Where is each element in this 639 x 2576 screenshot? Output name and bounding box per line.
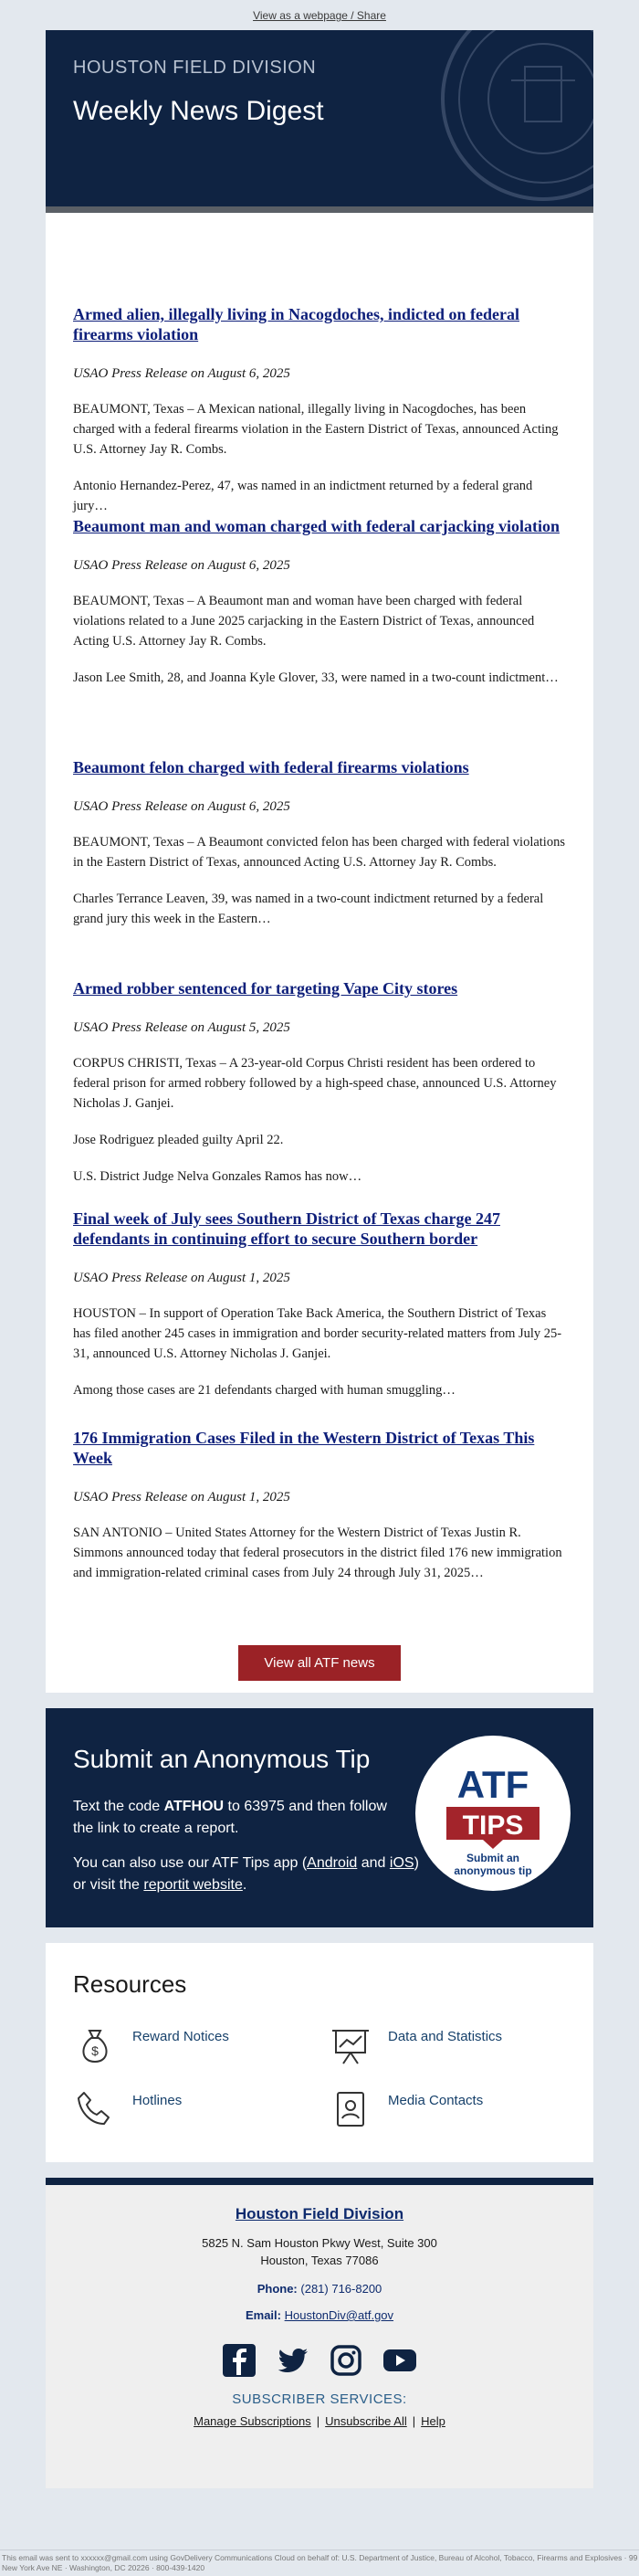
logo-sub-text: anonymous tip — [454, 1864, 532, 1877]
ios-link[interactable]: iOS — [389, 1855, 414, 1871]
article-title-link[interactable]: Armed alien, illegally living in Nacogdoches, indicted on federal firearms violation — [73, 305, 519, 343]
footer-address — [46, 2234, 593, 2269]
article-source: USAO Press Release on August 1, 2025 — [73, 1490, 290, 1504]
tip-code: ATFHOU — [163, 1799, 225, 1814]
article-source: USAO Press Release on August 1, 2025 — [73, 1271, 290, 1285]
view-as-webpage-link[interactable]: View as a webpage / Share — [253, 9, 386, 22]
logo-atf-text: ATF — [456, 1763, 529, 1806]
logo-tips-text: TIPS — [462, 1811, 524, 1841]
money-bag-icon — [73, 2023, 117, 2067]
address-line: Houston, Texas 77086 — [260, 2254, 379, 2267]
article-source: USAO Press Release on August 6, 2025 — [73, 558, 290, 573]
article-paragraph: Antonio Hernandez-Perez, 47, was named in an indictment returned by a federal grand jury… — [73, 479, 533, 513]
header-banner — [46, 30, 593, 213]
news-articles — [46, 213, 593, 1693]
tip-text-instructions — [73, 1796, 402, 1840]
tip-text: ) or visit the — [73, 1855, 419, 1893]
view-all-news-button[interactable]: View all ATF news — [238, 1645, 400, 1681]
resources-heading: Resources — [73, 1970, 187, 1998]
view-all-wrap — [46, 1645, 593, 1681]
footer-email — [46, 2308, 593, 2322]
social-links — [46, 2342, 593, 2379]
article-paragraph: CORPUS CHRISTI, Texas – A 23-year-old Corpus Christi resident has been ordered to federal prison for armed robbery followed by a high-speed chase, announced U.S. Attorney Nicholas J. Ganjei. — [73, 1056, 557, 1111]
contact-card-icon — [329, 2087, 372, 2131]
logo-sub-text: Submit an — [466, 1852, 520, 1864]
article-title-link[interactable]: Armed robber sentenced for targeting Vape City stores — [73, 979, 458, 998]
anonymous-tip-section — [46, 1708, 593, 1927]
article-paragraph: SAN ANTONIO – United States Attorney for the Western District of Texas Justin R. Simmons announced today that federal prosecutors in the district filed 176 new immigration and immigration-related criminal cases from July 24 through July 31, 2025… — [73, 1526, 562, 1580]
top-bar — [0, 0, 639, 27]
article-4 — [73, 978, 566, 1187]
article-paragraph: Jason Lee Smith, 28, and Joanna Kyle Glover, 33, were named in a two-count indictment… — [73, 670, 559, 685]
article-paragraph: Among those cases are 21 defendants charged with human smuggling… — [73, 1383, 456, 1398]
resources-section — [46, 1943, 593, 2162]
resource-label: Hotlines — [132, 2093, 183, 2108]
phone-number[interactable]: (281) 716-8200 — [300, 2282, 382, 2296]
subscriber-services-label: SUBSCRIBER SERVICES: — [232, 2391, 407, 2407]
article-title-link[interactable]: 176 Immigration Cases Filed in the Western District of Texas This Week — [73, 1429, 535, 1467]
article-source: USAO Press Release on August 6, 2025 — [73, 366, 290, 381]
phone-label: Phone: — [257, 2282, 298, 2296]
footer-phone — [46, 2282, 593, 2296]
article-title-link[interactable]: Beaumont felon charged with federal firearms violations — [73, 758, 469, 776]
twitter-icon[interactable] — [275, 2342, 311, 2379]
footer-division-link[interactable]: Houston Field Division — [235, 2205, 404, 2222]
atf-seal-icon — [438, 30, 593, 204]
unsubscribe-all-link[interactable]: Unsubscribe All — [325, 2414, 407, 2428]
link-separator: | — [316, 2414, 320, 2428]
article-paragraph: BEAUMONT, Texas – A Beaumont convicted felon has been charged with federal violations in the Eastern District of Texas, announced Acting U.S. Attorney Jay R. Combs. — [73, 835, 565, 870]
header-divider — [46, 206, 593, 213]
article-6 — [73, 1428, 566, 1583]
instagram-icon[interactable] — [328, 2342, 364, 2379]
presentation-chart-icon — [329, 2023, 372, 2067]
division-name: HOUSTON FIELD DIVISION — [73, 58, 317, 78]
article-paragraph: Jose Rodriguez pleaded guilty April 22. — [73, 1133, 284, 1147]
link-separator: | — [412, 2414, 416, 2428]
email-link[interactable]: HoustonDiv@atf.gov — [284, 2308, 394, 2322]
resource-label: Reward Notices — [132, 2029, 229, 2044]
newsletter-title: Weekly News Digest — [73, 96, 324, 126]
tip-text: . — [242, 1877, 247, 1893]
facebook-icon[interactable] — [221, 2342, 257, 2379]
article-2 — [73, 516, 566, 688]
article-3 — [73, 757, 566, 929]
resource-label: Media Contacts — [388, 2093, 484, 2108]
article-paragraph: BEAUMONT, Texas – A Mexican national, illegally living in Nacogdoches, has been charged with a federal firearms violation in the Eastern District of Texas, announced Acting U.S. Attorney Jay R. Combs. — [73, 402, 559, 457]
article-source: USAO Press Release on August 5, 2025 — [73, 1020, 290, 1035]
tip-text: to 63975 and then follow the link to create a report. — [73, 1799, 387, 1836]
tip-text: and — [357, 1855, 390, 1871]
tip-heading: Submit an Anonymous Tip — [73, 1745, 371, 1773]
subscription-links — [46, 2414, 593, 2428]
legal-disclaimer: This email was sent to xxxxxx@gmail.com using GovDelivery Communications Cloud on behalf of: U.S. Department of Justice, Bureau of Alcohol, Tobacco, Firearms and Explosives · 99 New York Ave NE · Washington, DC 20226 · 800-439-1420 — [0, 2550, 639, 2573]
article-paragraph: U.S. District Judge Nelva Gonzales Ramos has now… — [73, 1169, 362, 1184]
tip-text: You can also use our ATF Tips app ( — [73, 1855, 308, 1871]
article-1 — [73, 304, 566, 516]
tip-app-instructions — [73, 1853, 420, 1896]
footer — [46, 2178, 593, 2488]
manage-subscriptions-link[interactable]: Manage Subscriptions — [194, 2414, 311, 2428]
youtube-icon[interactable] — [382, 2342, 418, 2379]
article-paragraph: BEAUMONT, Texas – A Beaumont man and woman have been charged with federal violations related to a June 2025 carjacking in the Eastern District of Texas, announced Acting U.S. Attorney Jay R. Combs. — [73, 594, 535, 649]
article-source: USAO Press Release on August 6, 2025 — [73, 799, 290, 814]
article-title-link[interactable]: Beaumont man and woman charged with federal carjacking violation — [73, 517, 560, 535]
atf-tips-logo-graphic — [415, 1736, 571, 1891]
android-link[interactable]: Android — [307, 1855, 358, 1871]
tip-text: Text the code — [73, 1799, 164, 1814]
resource-label: Data and Statistics — [388, 2029, 503, 2044]
article-paragraph: Charles Terrance Leaven, 39, was named in a two-count indictment returned by a federal grand jury this week in the Eastern… — [73, 892, 544, 926]
phone-icon — [73, 2087, 117, 2131]
article-5 — [73, 1209, 566, 1400]
atf-tips-logo[interactable] — [415, 1736, 571, 1891]
article-title-link[interactable]: Final week of July sees Southern District of Texas charge 247 defendants in continuing effort to secure Southern border — [73, 1209, 500, 1248]
reportit-website-link[interactable]: reportit website — [143, 1877, 243, 1893]
help-link[interactable]: Help — [421, 2414, 445, 2428]
email-label: Email: — [245, 2308, 281, 2322]
svg-text:$: $ — [91, 2043, 99, 2058]
address-line: 5825 N. Sam Houston Pkwy West, Suite 300 — [202, 2236, 437, 2250]
article-paragraph: HOUSTON – In support of Operation Take Back America, the Southern District of Texas has filed another 245 cases in immigration and border security-related matters from July 25-31, announced U.S. Attorney Nicholas J. Ganjei. — [73, 1306, 562, 1361]
